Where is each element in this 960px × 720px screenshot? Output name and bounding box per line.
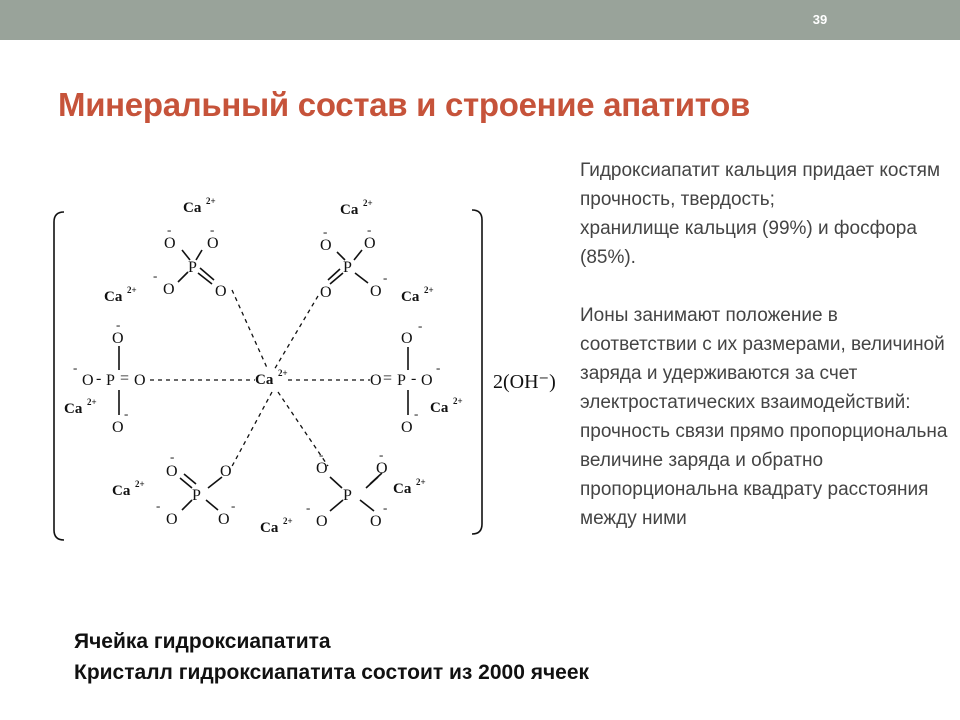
svg-text:-: - <box>96 370 102 387</box>
svg-text:2+: 2+ <box>87 397 97 407</box>
svg-text:P: P <box>343 259 352 276</box>
svg-text:O: O <box>320 284 332 301</box>
svg-text:P: P <box>188 259 197 276</box>
svg-text:Ca: Ca <box>104 289 123 305</box>
phosphate-left <box>73 317 146 436</box>
svg-text:O: O <box>112 419 124 436</box>
svg-text:-: - <box>124 406 129 421</box>
svg-text:O: O <box>220 463 232 480</box>
svg-text:-: - <box>156 498 161 513</box>
svg-text:-: - <box>414 406 419 421</box>
ca-ion-top-right <box>340 198 373 218</box>
svg-text:O: O <box>215 283 227 300</box>
svg-text:O: O <box>370 513 382 530</box>
svg-text:-: - <box>383 500 388 515</box>
phosphate-top-left <box>153 222 227 300</box>
svg-text:O: O <box>164 235 176 252</box>
svg-text:O: O <box>112 330 124 347</box>
svg-text:O: O <box>207 235 219 252</box>
slide-title: Минеральный состав и строение апатитов <box>58 86 751 123</box>
svg-text:-: - <box>436 360 441 375</box>
svg-text:-: - <box>379 447 384 462</box>
right-bracket <box>472 210 482 534</box>
body-paragraph-1: Гидроксиапатит кальция придает костям прочность, твердость; хранилище кальция (99%) и фосфора (85%). <box>580 160 941 268</box>
caption-line-2: Кристалл гидроксиапатита состоит из 2000 ячеек <box>74 661 590 684</box>
ca-ion-bottom-left <box>112 479 145 499</box>
svg-text:O: O <box>370 372 382 389</box>
svg-text:O: O <box>218 511 230 528</box>
svg-text:O: O <box>166 511 178 528</box>
svg-text:Ca: Ca <box>112 483 131 499</box>
svg-text:-: - <box>319 447 324 462</box>
ca-ion-center <box>255 368 288 388</box>
svg-text:Ca: Ca <box>393 481 412 497</box>
svg-text:-: - <box>306 500 311 515</box>
svg-text:P: P <box>106 372 115 389</box>
svg-text:O: O <box>316 460 328 477</box>
ca-ion-right <box>430 396 463 416</box>
svg-text:O: O <box>320 237 332 254</box>
svg-text:-: - <box>116 317 121 332</box>
svg-text:O: O <box>163 281 175 298</box>
svg-text:-: - <box>323 224 328 239</box>
svg-text:O: O <box>134 372 146 389</box>
caption <box>74 626 589 688</box>
svg-text:O: O <box>421 372 433 389</box>
svg-text:-: - <box>153 268 158 283</box>
svg-text:=: = <box>383 370 393 387</box>
svg-text:O: O <box>376 460 388 477</box>
svg-text:-: - <box>231 498 236 513</box>
ca-ion-mid-left <box>104 285 137 305</box>
svg-text:Ca: Ca <box>183 200 202 216</box>
phosphate-bottom-right <box>306 447 388 530</box>
phosphate-top-right <box>320 222 387 301</box>
svg-text:2+: 2+ <box>127 285 137 295</box>
top-bar <box>0 0 960 40</box>
svg-text:Ca: Ca <box>260 520 279 536</box>
svg-text:Ca: Ca <box>64 401 83 417</box>
svg-text:O: O <box>370 283 382 300</box>
svg-text:2+: 2+ <box>453 396 463 406</box>
svg-text:Ca: Ca <box>401 289 420 305</box>
ca-ion-left <box>64 397 97 417</box>
hydroxyapatite-structure-diagram <box>40 170 580 550</box>
svg-text:-: - <box>418 318 423 333</box>
hydroxide-group-label: 2(OH⁻) <box>493 371 556 393</box>
svg-text:2+: 2+ <box>363 198 373 208</box>
svg-text:O: O <box>401 330 413 347</box>
svg-text:P: P <box>343 487 352 504</box>
svg-text:-: - <box>411 370 417 387</box>
svg-text:O: O <box>401 419 413 436</box>
svg-text:-: - <box>167 222 172 237</box>
caption-line-1: Ячейка гидроксиапатита <box>74 630 331 653</box>
svg-text:Ca: Ca <box>340 202 359 218</box>
svg-text:-: - <box>210 222 215 237</box>
svg-text:O: O <box>82 372 94 389</box>
phosphate-bottom-left <box>156 449 235 528</box>
svg-text:O: O <box>166 463 178 480</box>
svg-text:O: O <box>364 235 376 252</box>
phosphate-right <box>370 318 440 436</box>
body-paragraph-2: Ионы занимают положение в соответствии с их размерами, величиной заряда и удерживаются за счет электростатических взаимодействий: прочность связи прямо пропорциональна величине заряда и обратно пропорциональна квадрату расстояния между ними <box>580 305 948 529</box>
svg-text:2+: 2+ <box>206 196 216 206</box>
svg-text:2+: 2+ <box>135 479 145 489</box>
ca-ion-bottom-right <box>393 477 426 497</box>
svg-text:-: - <box>383 270 388 285</box>
svg-text:=: = <box>120 370 130 387</box>
svg-text:P: P <box>397 372 406 389</box>
svg-text:-: - <box>73 360 78 375</box>
ca-ion-mid-right <box>401 285 434 305</box>
svg-text:2+: 2+ <box>283 516 293 526</box>
ca-ion-bottom <box>260 516 293 536</box>
svg-text:O: O <box>316 513 328 530</box>
svg-text:2+: 2+ <box>416 477 426 487</box>
calcium-ions <box>64 196 463 536</box>
svg-text:Ca: Ca <box>430 400 449 416</box>
slide-number: 39 <box>812 12 828 27</box>
svg-text:-: - <box>367 222 372 237</box>
svg-text:P: P <box>192 487 201 504</box>
svg-text:2+: 2+ <box>424 285 434 295</box>
svg-text:2+: 2+ <box>278 368 288 378</box>
body-text <box>580 156 950 533</box>
ca-ion-top-left <box>183 196 216 216</box>
left-bracket <box>54 212 64 540</box>
svg-text:Ca: Ca <box>255 372 274 388</box>
svg-text:-: - <box>170 449 175 464</box>
